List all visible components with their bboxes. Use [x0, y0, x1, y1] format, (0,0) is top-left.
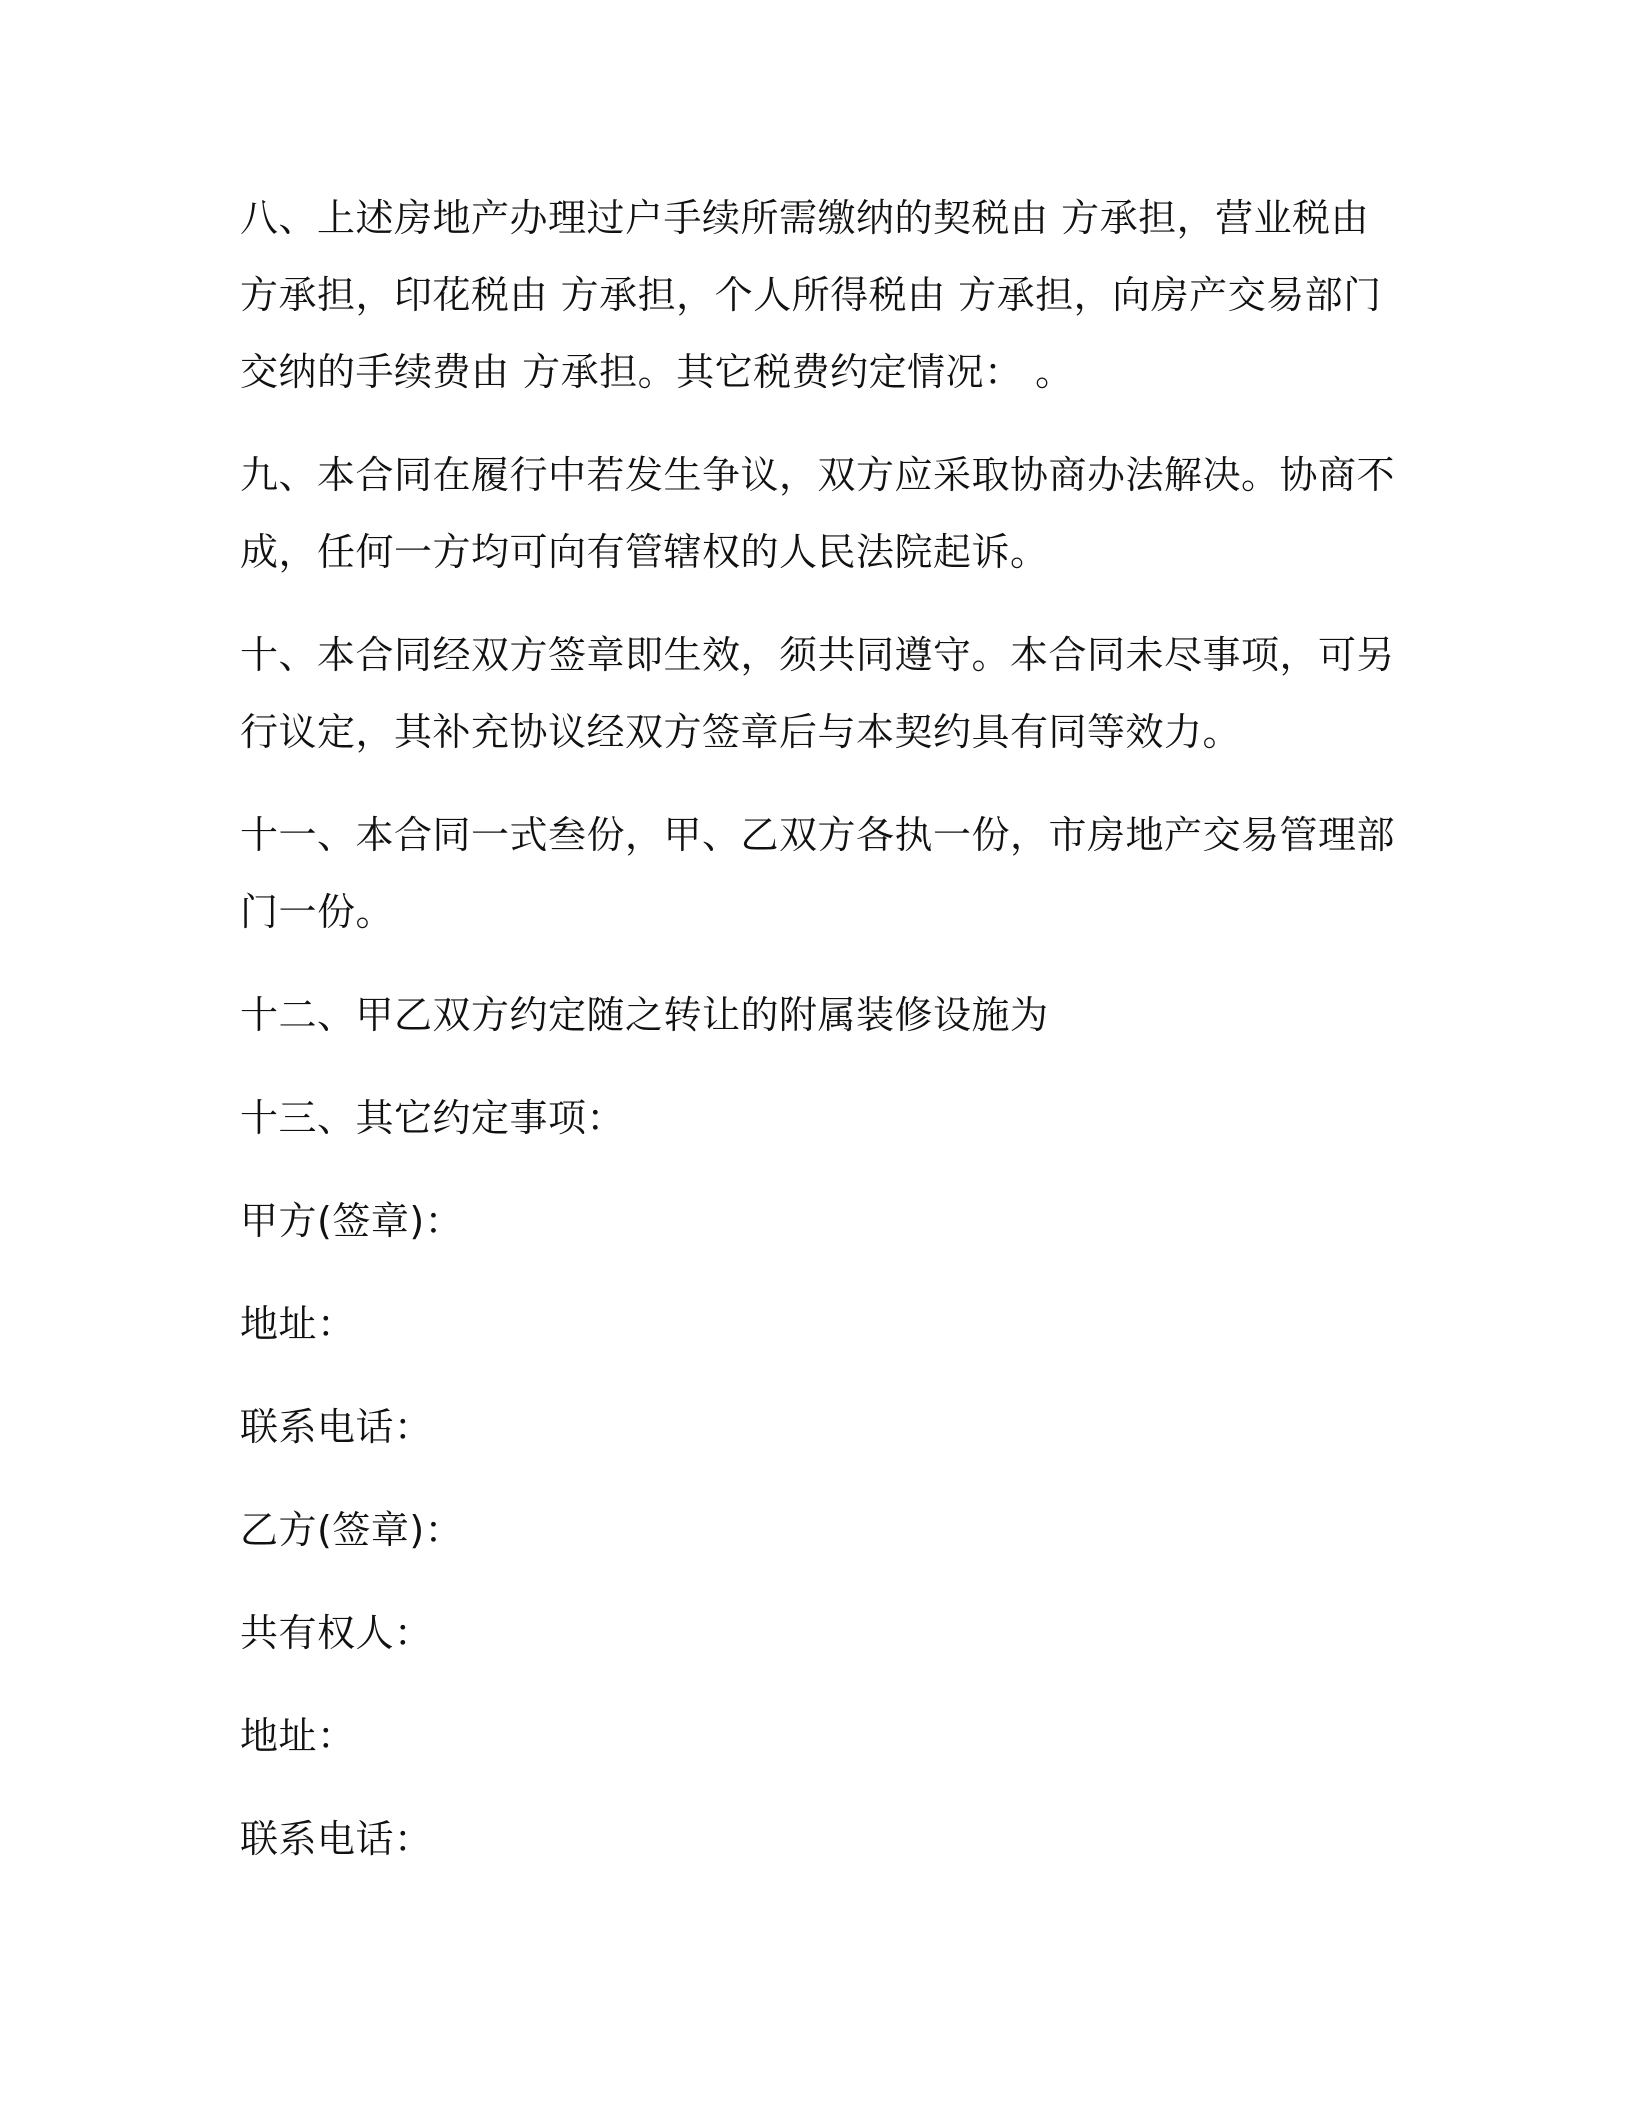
document-body	[240, 180, 1400, 1904]
clause-13: 十三、其它约定事项：	[240, 1096, 626, 1140]
clause-11: 十一、本合同一式叁份，甲、乙双方各执一份，市房地产交易管理部门一份。	[240, 813, 1396, 934]
party-b-co-owner-label: 共有权人：	[240, 1611, 433, 1655]
party-b-phone-label: 联系电话：	[240, 1817, 433, 1861]
party-b-signature-label: 乙方(签章)：	[240, 1508, 464, 1552]
party-a-address-label: 地址：	[240, 1302, 356, 1346]
party-b-address-label: 地址：	[240, 1714, 356, 1758]
clause-9: 九、本合同在履行中若发生争议，双方应采取协商办法解决。协商不成，任何一方均可向有管辖权的人民法院起诉。	[240, 453, 1396, 574]
party-a-phone-label: 联系电话：	[240, 1405, 433, 1449]
party-a-signature-label: 甲方(签章)：	[240, 1199, 464, 1243]
clause-10: 十、本合同经双方签章即生效，须共同遵守。本合同未尽事项，可另行议定，其补充协议经双方签章后与本契约具有同等效力。	[240, 633, 1396, 754]
clause-12: 十二、甲乙双方约定随之转让的附属装修设施为	[240, 993, 1049, 1037]
clause-8: 八、上述房地产办理过户手续所需缴纳的契税由 方承担，营业税由 方承担，印花税由 方承担，个人所得税由 方承担，向房产交易部门交纳的手续费由 方承担。其它税费约定情况： 。	[240, 196, 1382, 394]
